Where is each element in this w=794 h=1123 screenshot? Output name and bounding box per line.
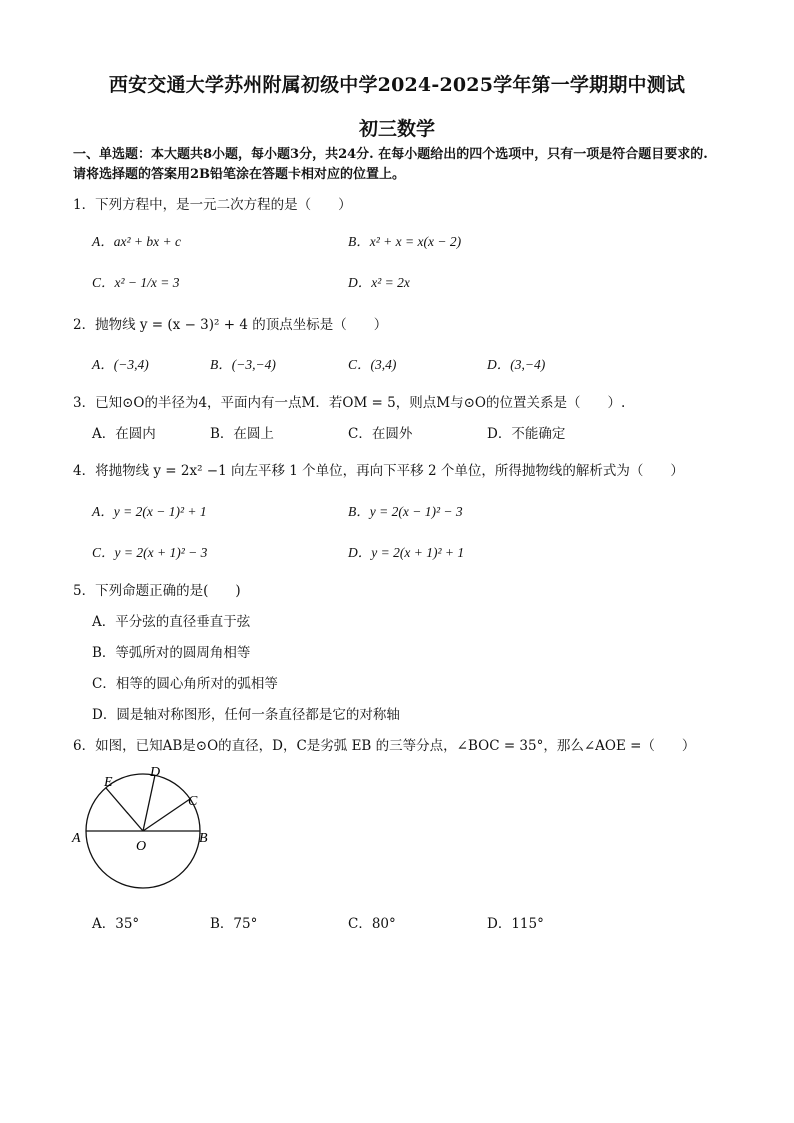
- label-b: B: [199, 831, 208, 846]
- label-c: C: [188, 794, 198, 809]
- radius-oc: [143, 799, 190, 831]
- q2-option-c: C．(3,4): [348, 357, 397, 372]
- q6-option-c: C．80°: [348, 916, 396, 932]
- q5-option-c: C．相等的圆心角所对的弧相等: [92, 676, 278, 692]
- q4-option-c: C．y = 2(x + 1)² − 3: [92, 545, 208, 560]
- q5-option-a: A．平分弦的直径垂直于弦: [92, 614, 251, 630]
- q6-option-a: A．35°: [92, 916, 140, 932]
- q3-option-a: A．在圆内: [92, 426, 156, 442]
- q6-option-d: D．115°: [487, 916, 544, 932]
- question-4-stem: 4．将抛物线 y = 2x² −1 向左平移 1 个单位，再向下平移 2 个单位，所得抛物线的解析式为（ ）: [73, 463, 684, 479]
- q2-option-b: B．(−3,−4): [210, 357, 276, 372]
- q4-option-d: D．y = 2(x + 1)² + 1: [348, 545, 465, 560]
- q5-option-b: B．等弧所对的圆周角相等: [92, 645, 251, 661]
- q2-option-d: D．(3,−4): [487, 357, 546, 372]
- radius-oe: [106, 788, 143, 831]
- label-o: O: [136, 839, 147, 854]
- q4-option-b: B．y = 2(x − 1)² − 3: [348, 504, 463, 519]
- question-1-stem: 1．下列方程中，是一元二次方程的是（ ）: [73, 197, 352, 213]
- label-a: A: [72, 831, 81, 846]
- question-2-stem: 2．抛物线 y = (x − 3)² + 4 的顶点坐标是（ ）: [73, 317, 388, 333]
- q1-option-a: A．ax² + bx + c: [92, 234, 181, 249]
- question-6-stem: 6．如图，已知AB是⊙O的直径，D，C是劣弧 EB 的三等分点，∠BOC = 35°，那么∠AOE =（ ）: [73, 738, 696, 754]
- label-d: D: [150, 765, 161, 780]
- q3-option-b: B．在圆上: [210, 426, 274, 442]
- radius-od: [143, 775, 155, 831]
- q5-option-d: D．圆是轴对称图形，任何一条直径都是它的对称轴: [92, 707, 400, 723]
- section-heading: 一、单选题：本大题共8小题，每小题3分，共24分. 在每小题给出的四个选项中，只有一项是符合题目要求的. 请将选择题的答案用2B铅笔涂在答题卡相对应的位置上。: [73, 147, 708, 182]
- q3-option-c: C．在圆外: [348, 426, 413, 442]
- q1-option-c: C．x² − 1/x = 3: [92, 275, 180, 290]
- exam-subtitle: 初三数学: [358, 118, 435, 140]
- q3-option-d: D．不能确定: [487, 426, 566, 442]
- q1-option-d: D．x² = 2x: [348, 275, 410, 290]
- circle-figure: [66, 760, 226, 900]
- label-e: E: [104, 775, 113, 790]
- exam-title: 西安交通大学苏州附属初级中学2024-2025学年第一学期期中测试: [108, 74, 686, 96]
- q1-option-b: B．x² + x = x(x − 2): [348, 234, 462, 249]
- q2-option-a: A．(−3,4): [92, 357, 149, 372]
- q4-option-a: A．y = 2(x − 1)² + 1: [92, 504, 207, 519]
- q6-option-b: B．75°: [210, 916, 258, 932]
- question-3-stem: 3．已知⊙O的半径为4，平面内有一点M．若OM = 5，则点M与⊙O的位置关系是（ ）.: [73, 395, 626, 411]
- question-5-stem: 5．下列命题正确的是( ): [73, 583, 241, 599]
